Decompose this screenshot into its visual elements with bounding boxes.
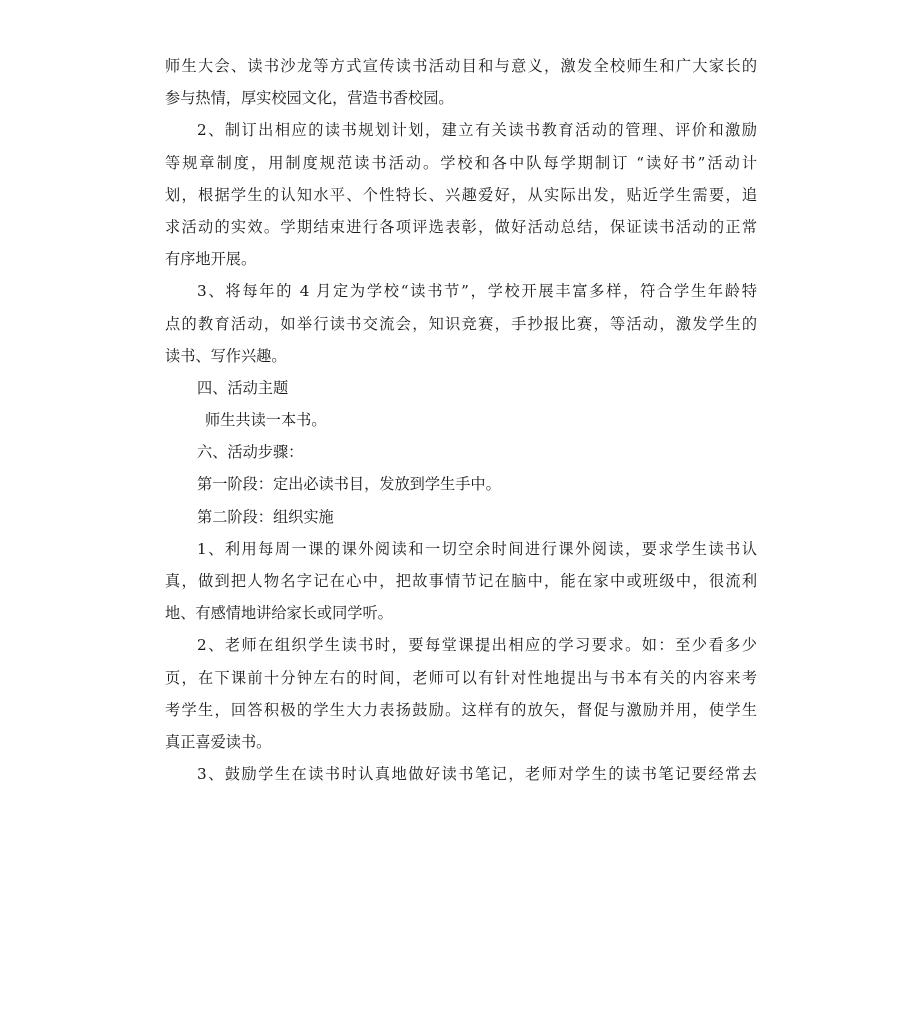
text-line: 真，做到把人物名字记在心中，把故事情节记在脑中，能在家中或班级中，很流利: [165, 572, 757, 590]
text-line: 第二阶段：组织实施: [197, 507, 334, 526]
text-line: 求活动的实效。学期结束进行各项评选表彰，做好活动总结，保证读书活动的正常: [165, 217, 757, 236]
text-line: 地、有感情地讲给家长或同学听。: [165, 604, 393, 623]
text-line: 2、制订出相应的读书规划计划，建立有关读书教育活动的管理、评价和激励: [197, 121, 757, 140]
text-line: 考学生，回答积极的学生大力表扬鼓励。这样有的放矢，督促与激励并用，使学生: [165, 700, 757, 719]
text-line: 参与热情，厚实校园文化，营造书香校园。: [165, 89, 454, 108]
text-line: 2、老师在组织学生读书时，要每堂课提出相应的学习要求。如：至少看多少: [197, 636, 757, 655]
document-body: [165, 50, 757, 790]
text-line: 页，在下课前十分钟左右的时间，老师可以有针对性地提出与书本有关的内容来考: [165, 668, 757, 687]
text-line: 等规章制度，用制度规范读书活动。学校和各中队每学期制订 “读好书”活动计: [165, 153, 757, 172]
text-line: 师生共读一本书。: [205, 411, 327, 430]
text-line: 点的教育活动，如举行读书交流会，知识竞赛，手抄报比赛，等活动，激发学生的: [165, 314, 757, 333]
text-line: 划，根据学生的认知水平、个性特长、兴趣爱好，从实际出发，贴近学生需要，追: [165, 185, 757, 204]
text-line: 真正喜爱读书。: [165, 732, 272, 751]
text-line: 师生大会、读书沙龙等方式宣传读书活动目和与意义，激发全校师生和广大家长的: [165, 57, 757, 75]
text-line: 有序地开展。: [165, 250, 257, 269]
text-line: 3、将每年的 4 月定为学校“读书节”，学校开展丰富多样，符合学生年龄特: [197, 282, 757, 301]
text-line: 读书、写作兴趣。: [165, 346, 287, 365]
text-line: 3、鼓励学生在读书时认真地做好读书笔记，老师对学生的读书笔记要经常去: [197, 765, 757, 784]
text-line: 四、活动主题: [197, 378, 289, 397]
text-line: 六、活动步骤：: [197, 443, 304, 462]
text-line: 第一阶段：定出必读书目，发放到学生手中。: [197, 475, 501, 494]
text-line: 1、利用每周一课的课外阅读和一切空余时间进行课外阅读，要求学生读书认: [197, 539, 757, 558]
